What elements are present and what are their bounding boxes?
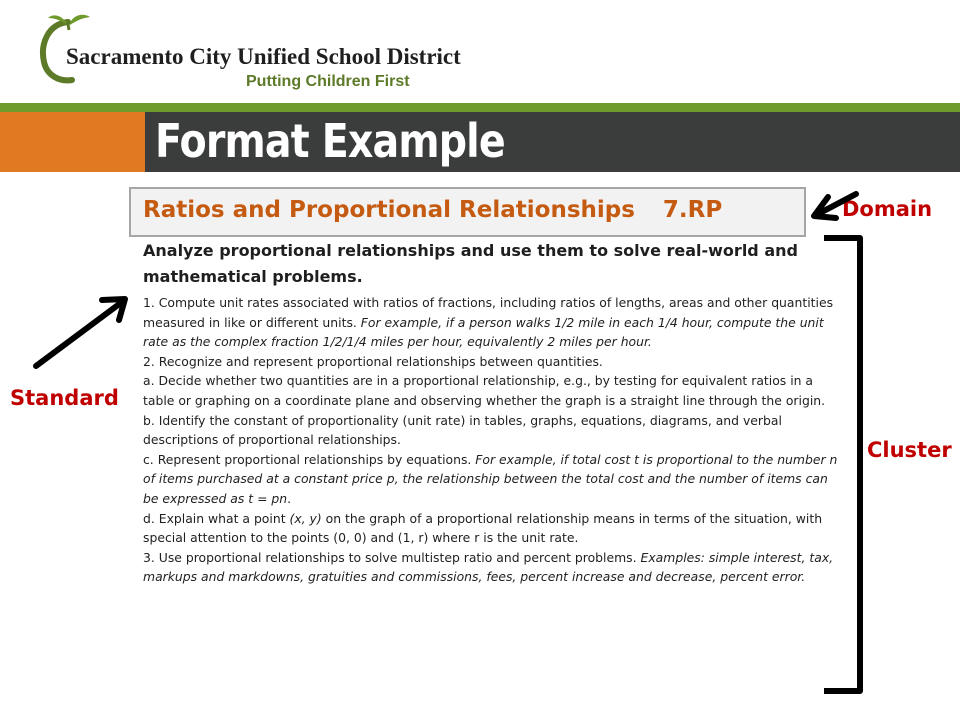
domain-arrow-icon (814, 194, 856, 218)
domain-label: Domain (842, 197, 933, 221)
district-tagline: Putting Children First (246, 73, 410, 90)
standard-item: 2. Recognize and represent proportional relationships between quantities. (143, 353, 603, 369)
standard-item: c. Represent proportional relationships by equations. For example, if total cost t is proportional to the number n of items purchased at a constant price p, the relationship between the total cost and the number of items can be expressed as t = pn. (143, 451, 838, 506)
standard-item: 3. Use proportional relationships to solve multistep ratio and percent problems. Examples: simple interest, tax, markups and markdowns, gratuities and commissions, fees, percent increase and decrease, percent error. (143, 549, 834, 585)
standard-item: a. Decide whether two quantities are in a proportional relationship, e.g., by testing for equivalent ratios in a table or graphing on a coordinate plane and observing whether the graph is a straight line through the origin. (143, 373, 826, 408)
standard-arrow-icon (36, 299, 125, 366)
domain-code: 7.RP (662, 197, 723, 223)
domain-name: Ratios and Proportional Relationships (143, 197, 635, 223)
standard-label: Standard (10, 386, 119, 410)
cluster-heading: Analyze proportional relationships and use them to solve real-world and mathematical problems. (143, 241, 798, 286)
slide-title: Format Example (155, 114, 505, 168)
standard-item: b. Identify the constant of proportionality (unit rate) in tables, graphs, equations, diagrams, and verbal descriptions of proportional relationships. (143, 412, 782, 448)
district-name: Sacramento City Unified School District (66, 44, 461, 69)
standard-item: 1. Compute unit rates associated with ratios of fractions, including ratios of lengths, areas and other quantities measured in like or different units. For example, if a person walks 1/2 mile in each 1/4 hour, compute the unit rate as the complex fraction 1/2/1/4 miles per hour, equivalently 2 miles per hour. (143, 295, 834, 350)
standard-item: d. Explain what a point (x, y) on the graph of a proportional relationship means in terms of the situation, with special attention to the points (0, 0) and (1, r) where r is the unit rate. (143, 510, 823, 546)
cluster-bracket-icon (824, 238, 860, 691)
cluster-label: Cluster (867, 438, 952, 462)
